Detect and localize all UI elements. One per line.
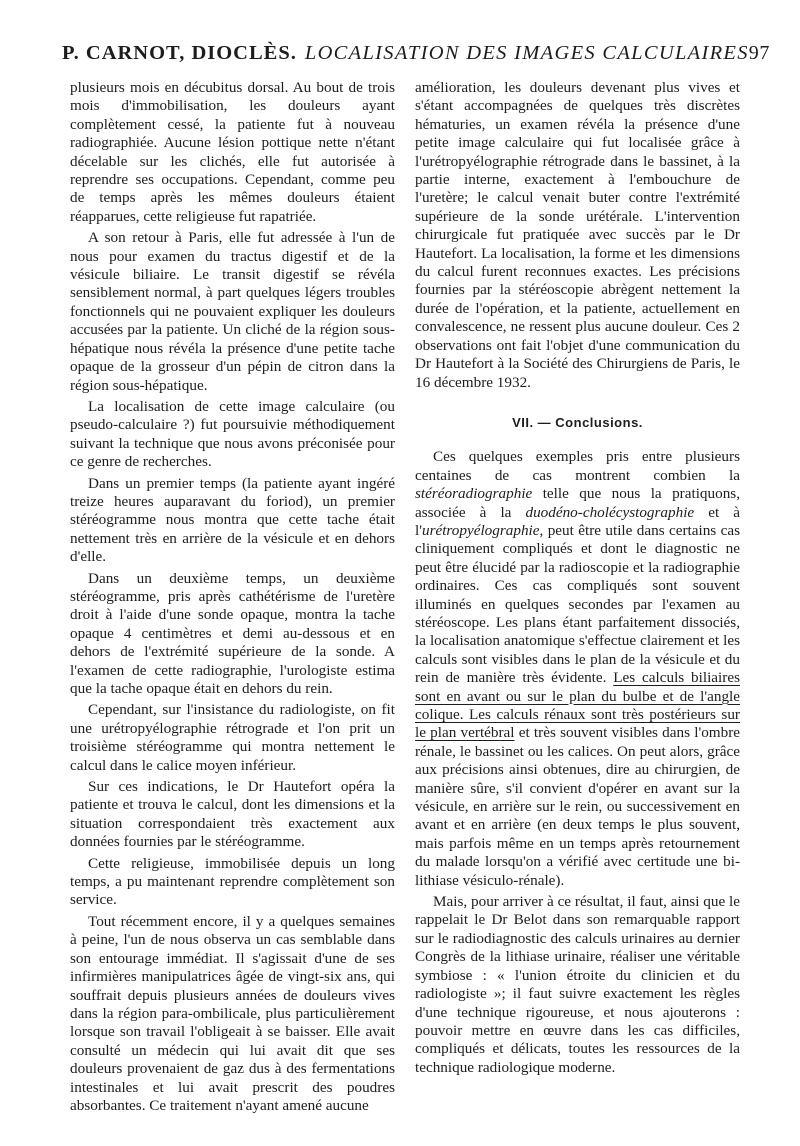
paragraph: amélioration, les douleurs devenant plus vives et s'étant accompagnées de quelques très discrètes hématuries, un examen révéla la présence d'une petite image calculaire qui fut localisée grâce à l'urétropyélographie rétrograde dans le bassinet, à la partie interne, exactement à l'embouchure de l'uretère; le calcul venait buter contre l'extrémité supérieure de la sonde urétérale. L'intervention chirurgicale fut pratiquée avec succès par le Dr Hautefort. La localisation, la forme et les dimensions du calcul furent reconnues exactes. Les précisions fournies par la stéréoscopie abrègent nettement la durée de l'opération, et la patiente, actuellement en convalescence, ne ressent plus aucune douleur. Ces 2 observations ont fait l'objet d'une communication du Dr Hautefort à la Société des Chirurgiens de Paris, le 16 décembre 1932.: [415, 79, 740, 391]
conclusions-paragraph: [415, 448, 740, 890]
underlined-passage: Les calculs biliaires sont en avant ou sur le plan du bulbe et de l'angle colique. Les calculs rénaux sont très postérieurs sur le plan vertébral: [415, 669, 740, 742]
left-column: [70, 79, 395, 1115]
section-heading: VII. — Conclusions.: [512, 414, 643, 430]
header-authors: P. CARNOT, DIOCLÈS.: [62, 42, 297, 64]
text-run: Ces quelques exemples pris entre plusieurs centaines de cas montrent combien la: [415, 448, 740, 484]
paragraph: Tout récemment encore, il y a quelques semaines à peine, l'un de nous observa un cas semblable dans son entourage immédiat. Il s'agissait d'une de ses infirmières manipulatrices âgée de vingt-six ans, qui souffrait depuis plusieurs années de douleurs vives dans la région para-ombilicale, plus particulièrement lorsque son travail l'obligeait à se baisser. Elle avait consulté un médecin qui lui avait dit que ses douleurs provenaient de gaz dus à des fermentations intestinales et lui avait prescrit des poudres absorbantes. Ce traitement n'ayant amené aucune: [70, 912, 395, 1114]
text-run: et à l': [415, 503, 740, 539]
paragraph: Cependant, sur l'insistance du radiologiste, on fit une urétropyélographie rétrograde et l'on prit un troisième stéréogramme qui montra nettement le calcul dans le calice moyen inférieur.: [70, 701, 395, 774]
paragraph: Dans un deuxième temps, un deuxième stéréogramme, pris après cathétérisme de l'uretère droit à l'aide d'une sonde opaque, montra la tache opaque 4 centimètres et demi au-dessous et en dehors de l'extrémité supérieure de la sonde. A l'examen de cette radiographie, l'urologiste estima que la tache opaque était en dehors du rein.: [70, 569, 395, 697]
header-left: [62, 42, 749, 65]
paragraph: Sur ces indications, le Dr Hautefort opéra la patiente et trouva le calcul, dont les dimensions et la situation correspondaient très exactement aux données fournies par le stéréogramme.: [70, 778, 395, 851]
paragraph: A son retour à Paris, elle fut adressée à l'un de nous pour examen du tractus digestif et de la vésicule biliaire. Le transit digestif se révéla sensiblement normal, à part quelques légers troubles fonctionnels qui ne pouvaient expliquer les douleurs accusées par la patiente. Un cliché de la région sous-hépatique nous révéla la présence d'une petite tache opaque de la grosseur d'un pépin de citron dans la région sous-hépatique.: [70, 229, 395, 394]
paragraph: Dans un premier temps (la patiente ayant ingéré treize heures auparavant du foriod), un premier stéréogramme nous montra que cette tache était nettement très en arrière de la vésicule et en dehors d'elle.: [70, 474, 395, 566]
paragraph: Mais, pour arriver à ce résultat, il faut, ainsi que le rappelait le Dr Belot dans son remarquable rapport sur le radiodiagnostic des calculs urinaires au dernier Congrès de la lithiase urinaire, réaliser une véritable symbiose : « l'union étroite du clinicien et du radiologiste »; il faut suivre exactement les règles d'une technique rigoureuse, et nous ajouterons : pouvoir mettre en œuvre dans les cas difficiles, compliqués et délicats, toutes les ressources de la technique radiologique moderne.: [415, 893, 740, 1076]
paragraph: Cette religieuse, immobilisée depuis un long temps, a pu maintenant reprendre complètement son service.: [70, 854, 395, 909]
right-column: [415, 79, 740, 1077]
text-run: telle que nous la pratiquons, associée à la: [415, 485, 740, 521]
header-title: LOCALISATION DES IMAGES CALCULAIRES: [304, 42, 749, 64]
text-run: , peut être utile dans certains cas cliniquement compliqués et dont le diagnostic ne peut être élucidé par la radioscopie et la radiographie ordinaires. Ces cas compliqués sont souvent illuminés en quelques secondes par l'examen au stéréoscope. Les plans étant parfaitement dissociés, la localisation anatomique s'effectue clairement et les calculs sont visibles dans le plan de la vésicule et du rein de manière très évidente.: [415, 521, 740, 687]
text-run: et très souvent visibles dans l'ombre rénale, le bassinet ou les calices. On peut alors, grâce aux précisions ainsi obtenues, dire au chirurgien, de manière sûre, s'il convient d'opérer en avant sur la vésicule, en arrière sur le rein, ou successivement en avant et en arrière (en deux temps le plus souvent, mais parfois même en un temps après retournement du malade lorsqu'on a vérifié avec certitude une bi-lithiase vésiculo-rénale).: [415, 724, 741, 889]
running-header: [62, 42, 770, 65]
term-italic: urétropyélographie: [421, 521, 540, 539]
term-italic: duodéno-cholécystographie: [525, 503, 695, 521]
term-italic: stéréoradiographie: [415, 485, 533, 503]
paragraph: plusieurs mois en décubitus dorsal. Au bout de trois mois d'immobilisation, les douleurs ayant complètement cessé, la patiente fut à nouveau radiographiée. Aucune lésion pottique nette n'étant décelable sur les clichés, elle fut autorisée à reprendre ses occupations. Cependant, comme peu de temps après les mêmes douleurs étaient réapparues, cette religieuse fut rapatriée.: [70, 79, 395, 225]
paragraph: La localisation de cette image calculaire (ou pseudo-calculaire ?) fut poursuivie méthodiquement suivant la technique que nous avons préconisée pour ce genre de recherches.: [70, 397, 395, 471]
page-number: 97: [748, 42, 770, 64]
